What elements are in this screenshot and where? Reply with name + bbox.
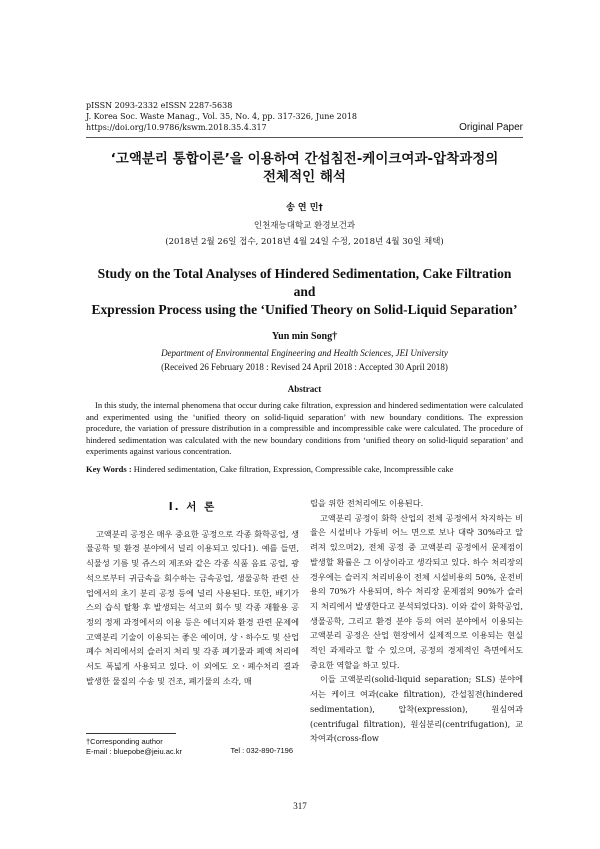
korean-author: 송 연 민† — [286, 203, 323, 213]
korean-dates: (2018년 2월 26일 접수, 2018년 4월 24일 수정, 2018년 4월 30일 채택) — [165, 237, 444, 247]
corresponding-tel: Tel : 032-890-7196 — [230, 746, 293, 755]
korean-title — [86, 150, 523, 186]
english-title — [86, 265, 523, 319]
english-dates: (Received 26 February 2018 : Revised 24 April 2018 : Accepted 30 April 2018) — [161, 362, 448, 372]
intro-paragraph-2: 고액분리 공정이 화학 산업의 전체 공정에서 차지하는 비율은 시설비나 가동비 어느 면으로 보나 대략 30%라고 알려져 있으며2), 전체 공정 중 고액분리 공정에서 문제점이 발생할 확률은 그 이상이라고 생각되고 있다. 하수 처리장의 경우에는 슬러지 처리비용이 전체 시설비용의 50%, 운전비용의 70%가 사용되며, 하수 처리장 문제점의 90%가 슬러지 처리에서 발생한다고 분석되었다3). 이와 같이 화학공업, 생물공학, 그리고 환경 분야 등의 여러 분야에서 이용되는 고액분리 공정은 산업 현장에서 실제적으로 이용되는 현실적인 과제라고 할 수 있으며, 공정의 경제적인 측면에서도 중요한 역할을 하고 있다. — [310, 512, 523, 670]
journal-citation: J. Korea Soc. Waste Manag., Vol. 35, No. 4, pp. 317-326, June 2018 — [86, 112, 358, 121]
korean-title-line2: 전체적인 해석 — [263, 169, 346, 185]
header-rule — [86, 137, 523, 138]
intro-paragraph-1: 고액분리 공정은 매우 중요한 공정으로 각종 화학공업, 생물공학 및 환경 분야에서 널리 이용되고 있다1). 예를 들면, 식물성 기름 및 쥬스의 제조와 같은 각종 식품 음료 공업, 광석으로부터 귀금속을 회수하는 금속공업, 생물공학 관련 산업에서의 초기 분리 공정 등에 널리 사용된다. 또한, 배기가스의 습식 탈황 후 발생되는 석고의 회수 및 각종 재활용 공정의 정제 과정에서의 이용 등은 에너지와 환경 관련 문제에 고액분리 기술이 이용되는 좋은 예이며, 상ㆍ하수도 및 산업 폐수 처리에서의 슬러지 처리 및 각종 폐기물과 폐액 처리에서도 폭넓게 사용되고 있다. 이 외에도 오ㆍ폐수처리 결과 발생한 물질의 수송 및 건조, 폐기물의 소각, 매 — [86, 528, 299, 686]
abstract-heading: Abstract — [287, 384, 322, 394]
english-affiliation: Department of Environmental Engineering and Health Sciences, JEI University — [161, 348, 448, 358]
keywords — [86, 464, 523, 474]
page-number: 317 — [293, 801, 307, 811]
footnote — [86, 733, 299, 757]
english-title-line1: Study on the Total Analyses of Hindered Sedimentation, Cake Filtration and — [97, 266, 512, 299]
right-column — [310, 496, 523, 746]
english-author: Yun min Song† — [271, 331, 338, 342]
front-matter — [86, 100, 523, 474]
abstract-text: In this study, the internal phenomena that occur during cake filtration, expression and hindered sedimentation were calculated and experimented using the ‘unified theory on solid-liquid separation’ with new boundary conditions. The expression procedure, the variation of pressure distribution in a compressible and incompressible cake were calculated. The procedure of hindered sedimentation was calculated with the new boundary conditions from ‘unified theory on solid-liquid separation’ and experiments against various concentration. — [86, 400, 523, 456]
issn: pISSN 2093-2332 eISSN 2287-5638 — [86, 101, 233, 110]
keywords-list: Hindered sedimentation, Cake filtration, Expression, Compressible cake, Incompressible cake — [133, 463, 454, 474]
article-type-label: Original Paper — [459, 122, 523, 133]
intro-paragraph-3: 이들 고액분리(solid-liquid separation; SLS) 분야에서는 케이크 여과(cake filtration), 간섭침전(hindered sedimentation), 압착(expression), 원심여과(centrifugal filtration), 원심분리(centrifugation), 교차여과(cross-flow — [310, 674, 523, 744]
corresponding-email: E-mail : bluepobe@jeiu.ac.kr — [86, 747, 182, 756]
corresponding-author-mark: †Corresponding author — [86, 737, 163, 746]
intro-paragraph-continued: 립을 위한 전처리에도 이용된다. — [310, 498, 424, 508]
section-heading: I. 서 론 — [168, 501, 217, 513]
korean-affiliation: 인천재능대학교 환경보건과 — [253, 221, 356, 231]
footnote-rule — [86, 733, 176, 734]
left-column — [86, 496, 299, 688]
header-block — [86, 100, 523, 133]
english-title-line2: Expression Process using the ‘Unified Theory on Solid-Liquid Separation’ — [91, 302, 518, 317]
keywords-label: Key Words : — [86, 463, 132, 474]
doi-link[interactable]: https://doi.org/10.9786/kswm.2018.35.4.317 — [86, 123, 267, 132]
korean-title-line1: ‘고액분리 통합이론’을 이용하여 간섭침전-케이크여과-압착과정의 — [110, 151, 499, 167]
